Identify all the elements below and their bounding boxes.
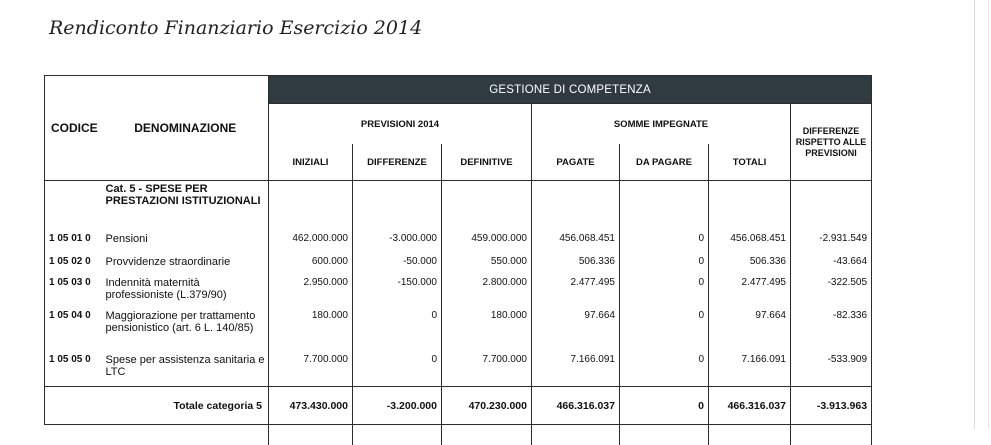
- header-differenze: DIFFERENZE: [353, 144, 442, 181]
- total-row: Totale categoria 5 473.430.000 -3.200.000 470.230.000 466.316.037 0 466.316.037 -3.913.963: [45, 387, 872, 425]
- header-somme-impegnate: SOMME IMPEGNATE: [532, 104, 791, 145]
- header-pagate: PAGATE: [532, 144, 620, 181]
- total-label: Totale categoria 5: [103, 387, 269, 425]
- page-edge-line-outer: [988, 0, 989, 429]
- document-title: Rendiconto Finanziario Esercizio 2014: [49, 17, 423, 39]
- header-previsioni: PREVISIONI 2014: [269, 104, 532, 145]
- table-row: 1 05 03 0 Indennità maternità professioniste (L.379/90) 2.950.000 -150.000 2.800.000 2.477.495 0 2.477.495 -322.505: [45, 277, 872, 308]
- page-edge-line: [974, 0, 975, 429]
- financial-table: [44, 75, 872, 445]
- table-row: 1 05 01 0 Pensioni 462.000.000 -3.000.000 459.000.000 456.068.451 0 456.068.451 -2.931.549: [45, 233, 872, 256]
- table-row: 1 05 05 0 Spese per assistenza sanitaria e LTC 7.700.000 0 7.700.000 7.166.091 0 7.166.091 -533.909: [45, 354, 872, 387]
- header-differenze-rispetto: DIFFERENZE RISPETTO ALLE PREVISIONI: [791, 104, 872, 181]
- header-totali: TOTALI: [709, 144, 791, 181]
- header-iniziali: INIZIALI: [269, 144, 353, 181]
- header-denominazione: DENOMINAZIONE: [103, 76, 269, 181]
- table-row: 1 05 02 0 Provvidenze straordinarie 600.000 -50.000 550.000 506.336 0 506.336 -43.664: [45, 256, 872, 277]
- header-codice: CODICE: [45, 76, 103, 181]
- table-row: 1 05 04 0 Maggiorazione per trattamento pensionistico (art. 6 L. 140/85) 180.000 0 180.000 97.664 0 97.664 -82.336: [45, 308, 872, 354]
- header-da-pagare: DA PAGARE: [620, 144, 709, 181]
- header-gestione-competenza: GESTIONE DI COMPETENZA: [269, 76, 872, 104]
- header-definitive: DEFINITIVE: [442, 144, 532, 181]
- category-title: Cat. 5 - SPESE PER PRESTAZIONI ISTITUZIONALI: [105, 183, 261, 207]
